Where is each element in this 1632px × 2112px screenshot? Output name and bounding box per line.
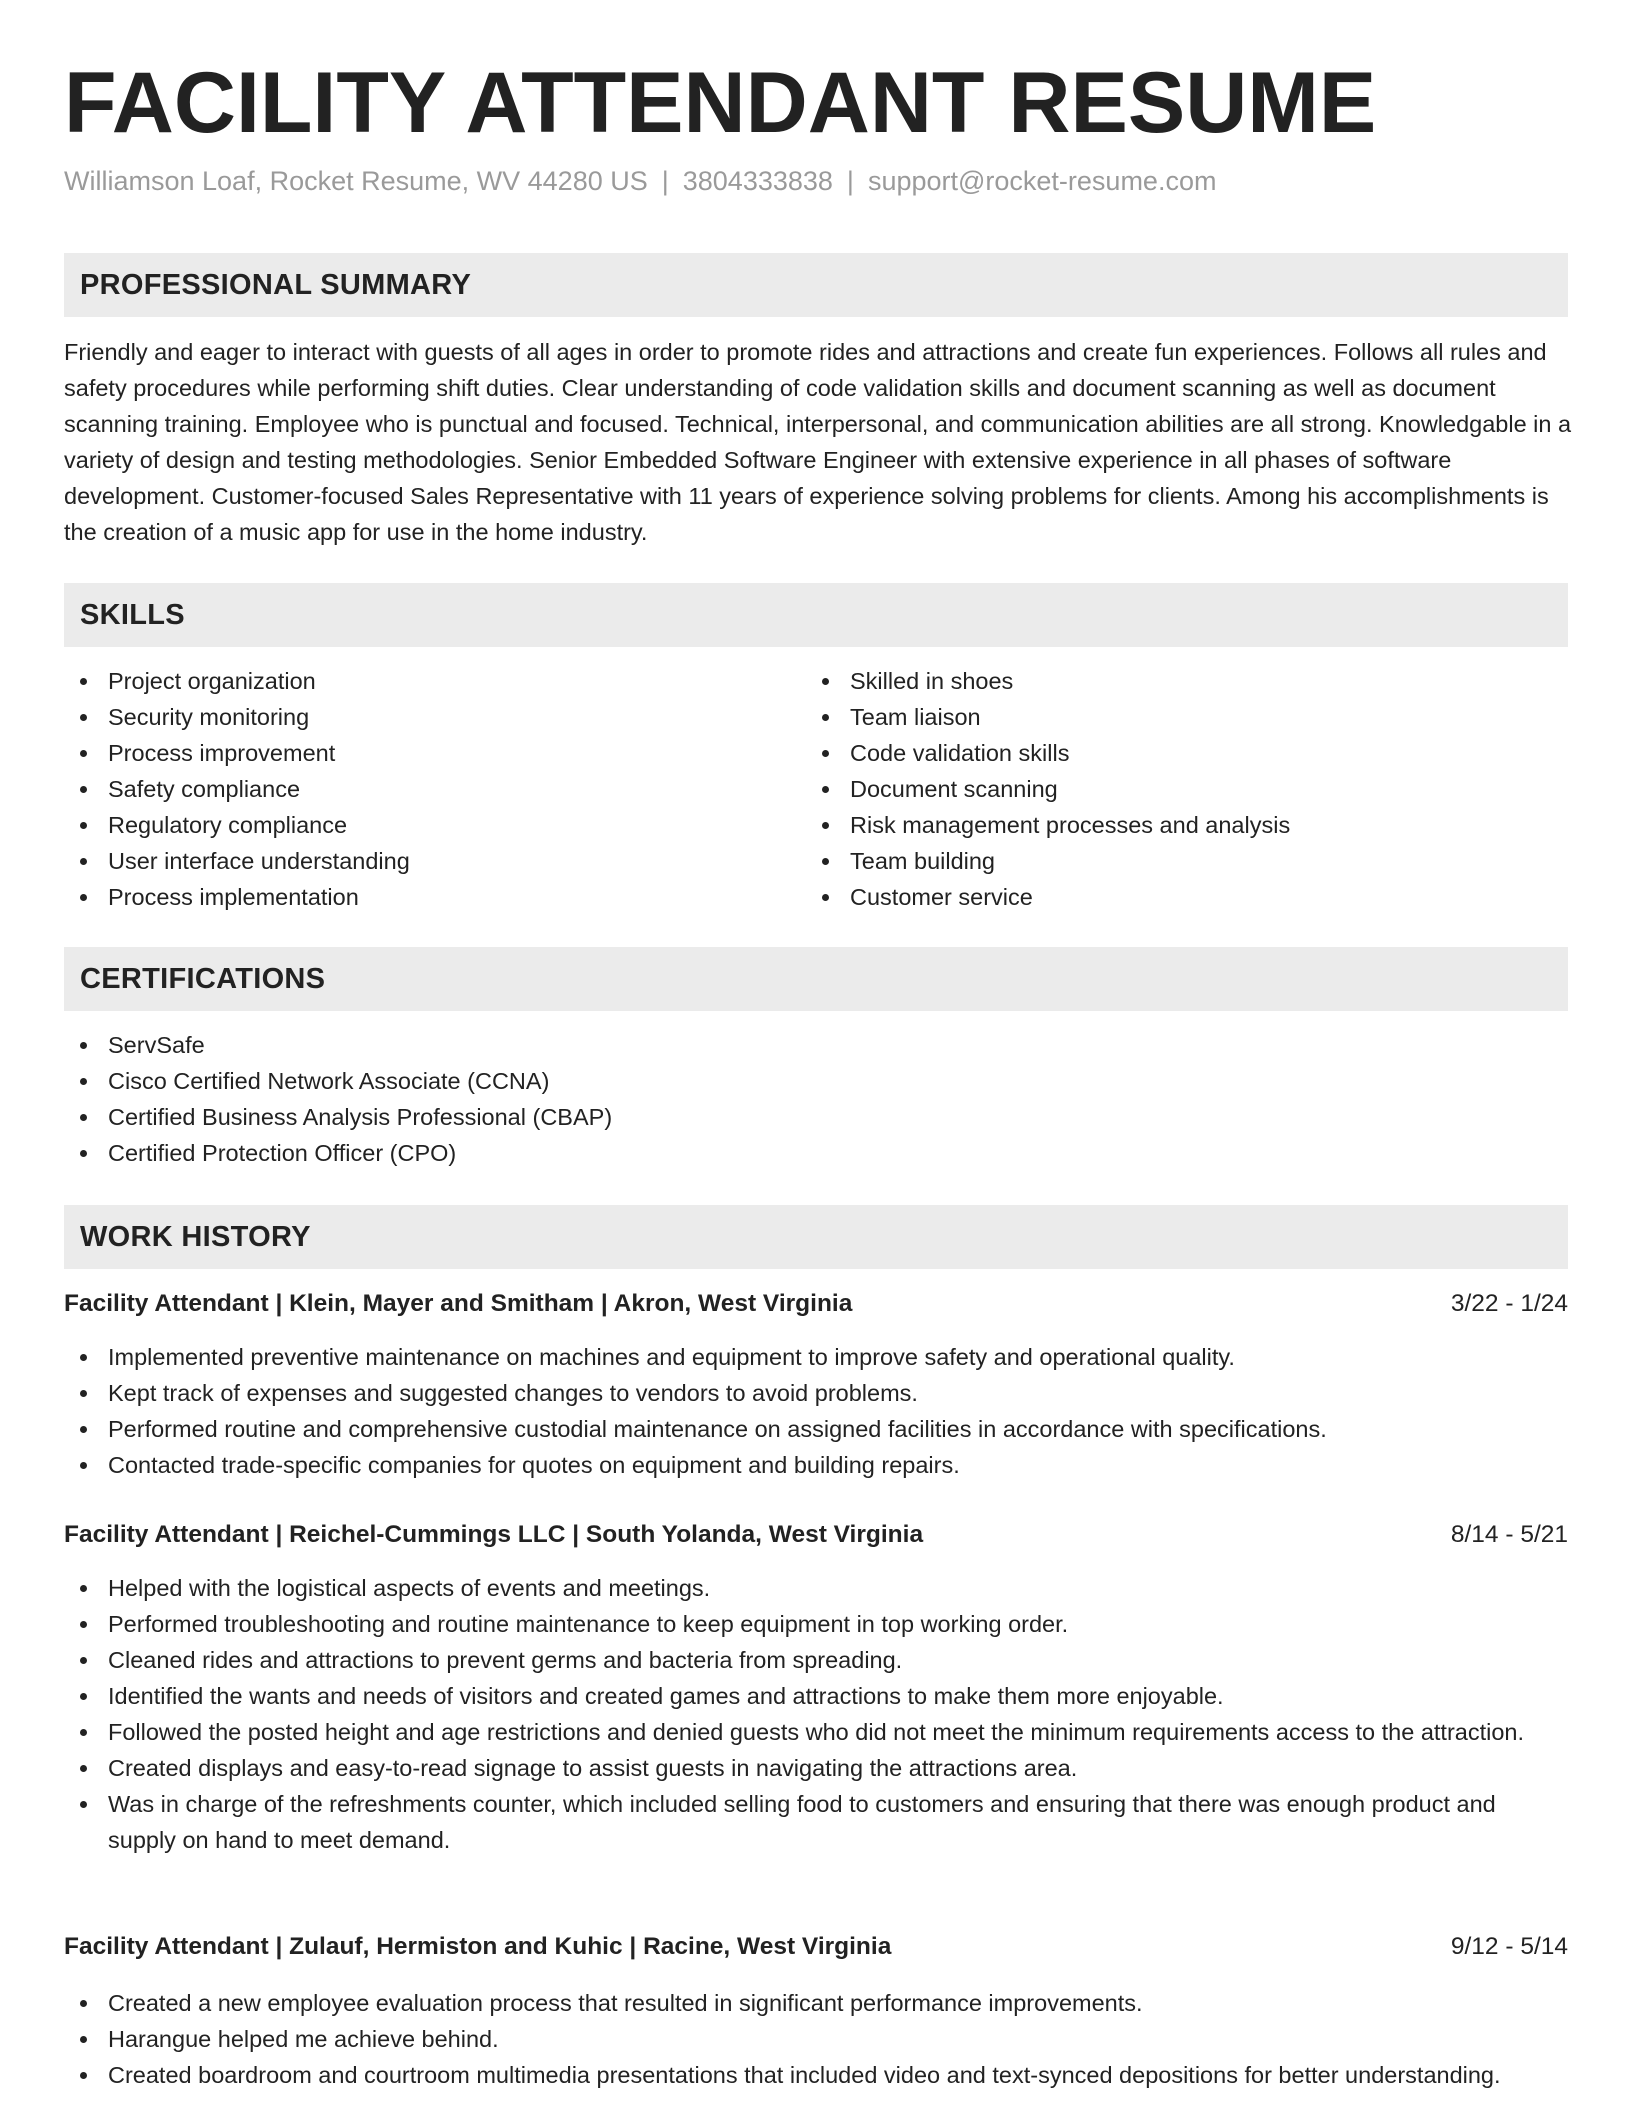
job-bullets — [64, 1985, 1568, 2093]
skill-item: Process implementation — [64, 879, 764, 915]
job-bullet: Helped with the logistical aspects of events and meetings. — [64, 1570, 1568, 1606]
section-header-summary: PROFESSIONAL SUMMARY — [64, 253, 1568, 317]
job-bullets — [64, 1339, 1568, 1483]
job-bullet: Identified the wants and needs of visitors and created games and attractions to make them more enjoyable. — [64, 1678, 1568, 1714]
job-bullet: Followed the posted height and age restrictions and denied guests who did not meet the minimum requirements access to the attraction. — [64, 1714, 1568, 1750]
skill-item: Security monitoring — [64, 699, 764, 735]
contact-separator: | — [661, 166, 669, 196]
job-dates: 8/14 - 5/21 — [1450, 1521, 1568, 1548]
job-bullet: Performed troubleshooting and routine maintenance to keep equipment in top working order. — [64, 1606, 1568, 1642]
skill-item: Code validation skills — [806, 735, 1566, 771]
skill-item: User interface understanding — [64, 843, 764, 879]
job-bullet: Was in charge of the refreshments counter, which included selling food to customers and ensuring that there was enough product and supply on hand to meet demand. — [64, 1786, 1568, 1858]
skill-item: Risk management processes and analysis — [806, 807, 1566, 843]
job-bullets — [64, 1570, 1568, 1858]
contact-phone: 3804333838 — [682, 166, 833, 196]
contact-separator: | — [846, 166, 854, 196]
skill-item: Project organization — [64, 663, 764, 699]
skill-item: Safety compliance — [64, 771, 764, 807]
job-bullet: Performed routine and comprehensive custodial maintenance on assigned facilities in accordance with specifications. — [64, 1411, 1568, 1447]
certification-item: Certified Protection Officer (CPO) — [64, 1135, 1568, 1171]
skills-list-left — [64, 663, 764, 915]
skill-item: Process improvement — [64, 735, 764, 771]
job-bullet: Kept track of expenses and suggested changes to vendors to avoid problems. — [64, 1375, 1568, 1411]
section-header-certifications: CERTIFICATIONS — [64, 947, 1568, 1011]
skill-item: Skilled in shoes — [806, 663, 1566, 699]
job-bullet: Harangue helped me achieve behind. — [64, 2021, 1568, 2057]
skill-item: Regulatory compliance — [64, 807, 764, 843]
certifications-list — [64, 1027, 1568, 1171]
resume-title: FACILITY ATTENDANT RESUME — [64, 55, 1377, 151]
job-bullet: Cleaned rides and attractions to prevent germs and bacteria from spreading. — [64, 1642, 1568, 1678]
job-title: Facility Attendant | Klein, Mayer and Smitham | Akron, West Virginia — [64, 1290, 853, 1317]
skill-item: Team building — [806, 843, 1566, 879]
job-dates: 3/22 - 1/24 — [1450, 1290, 1568, 1317]
job-bullet: Contacted trade-specific companies for quotes on equipment and building repairs. — [64, 1447, 1568, 1483]
job-bullet: Created displays and easy-to-read signage to assist guests in navigating the attractions area. — [64, 1750, 1568, 1786]
certification-item: ServSafe — [64, 1027, 1568, 1063]
job-bullet: Implemented preventive maintenance on machines and equipment to improve safety and operational quality. — [64, 1339, 1568, 1375]
section-header-work-history: WORK HISTORY — [64, 1205, 1568, 1269]
job-title: Facility Attendant | Zulauf, Hermiston and Kuhic | Racine, West Virginia — [64, 1933, 892, 1960]
summary-text: Friendly and eager to interact with guests of all ages in order to promote rides and attractions and create fun experiences. Follows all rules and safety procedures while performing shift duties. Clear understanding of code validation skills and document scanning as well as document scanning training. Employee who is punctual and focused. Technical, interpersonal, and communication abilities are all strong. Knowledgable in a variety of design and testing methodologies. Senior Embedded Software Engineer with extensive experience in all phases of software development. Customer-focused Sales Representative with 11 years of experience solving problems for clients. Among his accomplishments is the creation of a music app for use in the home industry. — [64, 339, 1572, 545]
job-dates: 9/12 - 5/14 — [1450, 1933, 1568, 1960]
skill-item: Team liaison — [806, 699, 1566, 735]
job-title: Facility Attendant | Reichel-Cummings LLC | South Yolanda, West Virginia — [64, 1521, 924, 1548]
section-header-skills: SKILLS — [64, 583, 1568, 647]
skill-item: Customer service — [806, 879, 1566, 915]
contact-email: support@rocket-resume.com — [867, 166, 1217, 196]
contact-line — [64, 166, 1216, 197]
job-bullet: Created a new employee evaluation process that resulted in significant performance improvements. — [64, 1985, 1568, 2021]
skill-item: Document scanning — [806, 771, 1566, 807]
skills-list-right — [806, 663, 1566, 915]
certification-item: Certified Business Analysis Professional (CBAP) — [64, 1099, 1568, 1135]
contact-address: Williamson Loaf, Rocket Resume, WV 44280 US — [64, 166, 648, 196]
job-bullet: Created boardroom and courtroom multimedia presentations that included video and text-synced depositions for better understanding. — [64, 2057, 1568, 2093]
certification-item: Cisco Certified Network Associate (CCNA) — [64, 1063, 1568, 1099]
